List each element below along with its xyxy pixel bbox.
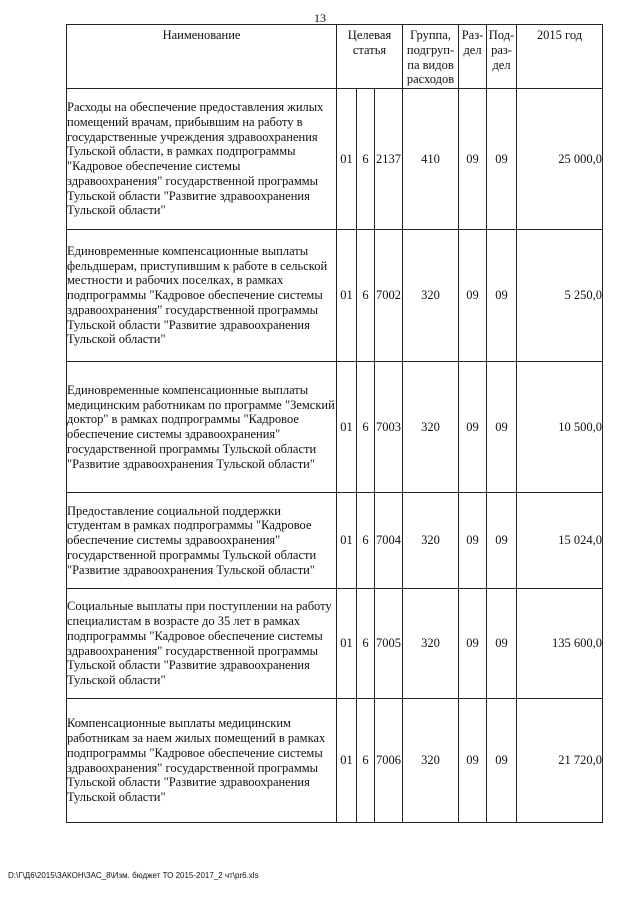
file-path-footer: D:\Г\Д6\2015\ЗАКОН\ЗАС_8\Изм. бюджет ТО 2015-2017_2 чт\pr6.xls: [8, 871, 259, 880]
group-code: 410: [403, 89, 459, 230]
table-header-row: [67, 25, 603, 89]
amount-2015: 5 250,0: [517, 230, 603, 362]
row-name: Единовременные компенсационные выплаты фельдшерам, приступившим к работе в сельской местности и рабочих поселках, в рамках подпрограммы "Кадровое обеспечение системы здравоохранения" государственной программы Тульской области "Развитие здравоохранения Тульской области": [67, 230, 337, 362]
subsection-code: 09: [487, 493, 517, 589]
header-year: 2015 год: [517, 25, 603, 89]
article-code-2: 6: [357, 699, 375, 823]
header-group: Группа, подгруп-па видов расходов: [403, 25, 459, 89]
subsection-code: 09: [487, 230, 517, 362]
article-code-1: 01: [337, 493, 357, 589]
row-name: Расходы на обеспечение предоставления жилых помещений врачам, прибывшим на работу в государственные учреждения здравоохранения Тульской области, в рамках подпрограммы "Кадровое обеспечение системы здравоохранения" государственной программы Тульской области "Развитие здравоохранения Тульской области": [67, 89, 337, 230]
subsection-code: 09: [487, 699, 517, 823]
article-code-2: 6: [357, 493, 375, 589]
article-code-3: 7006: [375, 699, 403, 823]
header-name: Наименование: [67, 25, 337, 89]
section-code: 09: [459, 699, 487, 823]
article-code-1: 01: [337, 362, 357, 493]
row-name: Единовременные компенсационные выплаты медицинским работникам по программе "Земский доктор" в рамках подпрограммы "Кадровое обеспечение системы здравоохранения" государственной программы Тульской области "Развитие здравоохранения Тульской области": [67, 362, 337, 493]
article-code-1: 01: [337, 589, 357, 699]
page-number: 13: [314, 11, 326, 25]
article-code-3: 7004: [375, 493, 403, 589]
table-row: [67, 89, 603, 230]
amount-2015: 21 720,0: [517, 699, 603, 823]
group-code: 320: [403, 362, 459, 493]
group-code: 320: [403, 230, 459, 362]
section-code: 09: [459, 589, 487, 699]
article-code-2: 6: [357, 89, 375, 230]
article-code-3: 7003: [375, 362, 403, 493]
article-code-2: 6: [357, 589, 375, 699]
header-section: Раз-дел: [459, 25, 487, 89]
article-code-3: 7005: [375, 589, 403, 699]
article-code-3: 2137: [375, 89, 403, 230]
group-code: 320: [403, 589, 459, 699]
row-name: Компенсационные выплаты медицинским работникам за наем жилых помещений в рамках подпрограммы "Кадровое обеспечение системы здравоохранения" государственной программы Тульской области "Развитие здравоохранения Тульской области": [67, 699, 337, 823]
article-code-1: 01: [337, 89, 357, 230]
section-code: 09: [459, 362, 487, 493]
table-row: [67, 362, 603, 493]
subsection-code: 09: [487, 362, 517, 493]
budget-table: [66, 24, 603, 823]
subsection-code: 09: [487, 589, 517, 699]
header-article: Целевая статья: [337, 25, 403, 89]
group-code: 320: [403, 493, 459, 589]
row-name: Социальные выплаты при поступлении на работу специалистам в возрасте до 35 лет в рамках подпрограммы "Кадровое обеспечение системы здравоохранения" государственной программы Тульской области "Развитие здравоохранения Тульской области": [67, 589, 337, 699]
table-row: [67, 589, 603, 699]
table-row: [67, 699, 603, 823]
article-code-2: 6: [357, 362, 375, 493]
section-code: 09: [459, 230, 487, 362]
section-code: 09: [459, 89, 487, 230]
header-subsection: Под-раз-дел: [487, 25, 517, 89]
row-name: Предоставление социальной поддержки студентам в рамках подпрограммы "Кадровое обеспечение системы здравоохранения" государственной программы Тульской области "Развитие здравоохранения Тульской области": [67, 493, 337, 589]
subsection-code: 09: [487, 89, 517, 230]
table-row: [67, 230, 603, 362]
group-code: 320: [403, 699, 459, 823]
article-code-1: 01: [337, 230, 357, 362]
article-code-1: 01: [337, 699, 357, 823]
article-code-3: 7002: [375, 230, 403, 362]
table-row: [67, 493, 603, 589]
section-code: 09: [459, 493, 487, 589]
amount-2015: 25 000,0: [517, 89, 603, 230]
amount-2015: 10 500,0: [517, 362, 603, 493]
amount-2015: 15 024,0: [517, 493, 603, 589]
article-code-2: 6: [357, 230, 375, 362]
amount-2015: 135 600,0: [517, 589, 603, 699]
